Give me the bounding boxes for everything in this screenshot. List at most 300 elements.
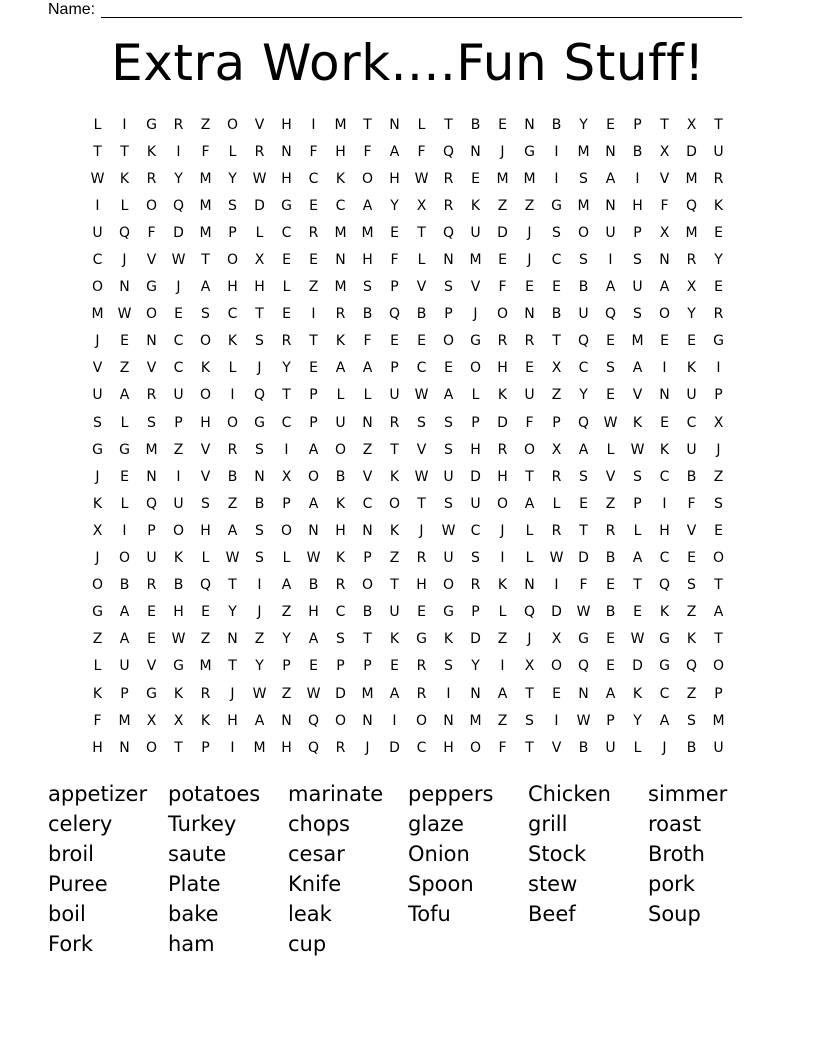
grid-row [84, 626, 732, 653]
grid-letter: K [443, 631, 454, 648]
grid-letter: I [176, 468, 181, 485]
word-bank-item: Stock [528, 842, 587, 866]
grid-letter: N [119, 739, 130, 756]
grid-letter: E [498, 116, 507, 133]
grid-letter: E [714, 522, 723, 539]
grid-letter: T [525, 739, 534, 756]
grid-letter: H [92, 739, 103, 756]
grid-letter: U [92, 224, 103, 241]
grid-letter: X [254, 252, 265, 269]
grid-letter: I [554, 712, 559, 729]
grid-letter: E [390, 333, 399, 350]
grid-letter: A [632, 360, 643, 377]
grid-letter: B [362, 306, 373, 323]
grid-letter: Y [687, 306, 696, 323]
grid-letter: A [389, 685, 400, 702]
grid-letter: R [551, 522, 562, 539]
grid-letter: X [551, 631, 562, 648]
grid-letter: P [390, 279, 399, 296]
grid-letter: X [659, 143, 670, 160]
word-bank-item: Tofu [408, 902, 451, 926]
grid-letter: N [470, 685, 481, 702]
grid-letter: U [470, 224, 481, 241]
grid-letter: X [686, 116, 697, 133]
grid-letter: V [254, 116, 265, 133]
grid-row [84, 246, 732, 273]
grid-letter: W [252, 170, 267, 187]
grid-letter: Z [173, 441, 184, 458]
grid-letter: O [496, 495, 509, 512]
grid-letter: K [686, 360, 697, 377]
grid-letter: E [390, 658, 399, 675]
grid-letter: S [633, 468, 642, 485]
grid-letter: N [281, 143, 292, 160]
grid-letter: C [173, 333, 184, 350]
grid-letter: P [201, 739, 210, 756]
grid-letter: E [633, 604, 642, 621]
grid-letter: T [390, 441, 399, 458]
grid-letter: L [120, 414, 129, 431]
grid-letter: R [443, 197, 454, 214]
grid-letter: L [93, 658, 102, 675]
grid-letter: N [146, 468, 157, 485]
grid-letter: O [388, 495, 401, 512]
grid-letter: I [311, 306, 316, 323]
grid-letter: O [550, 658, 563, 675]
grid-letter: X [524, 658, 535, 675]
grid-letter: G [146, 116, 157, 133]
grid-letter: T [417, 495, 426, 512]
grid-letter: E [606, 333, 615, 350]
grid-letter: O [523, 441, 536, 458]
grid-letter: T [660, 116, 669, 133]
grid-letter: X [551, 360, 562, 377]
grid-letter: I [608, 252, 613, 269]
grid-letter: U [470, 495, 481, 512]
grid-letter: A [119, 631, 130, 648]
grid-letter: B [551, 116, 562, 133]
grid-letter: K [497, 577, 508, 594]
grid-letter: G [119, 441, 130, 458]
grid-letter: E [714, 224, 723, 241]
grid-letter: Y [174, 170, 183, 187]
grid-letter: O [712, 550, 725, 567]
grid-letter: P [174, 414, 183, 431]
grid-letter: T [228, 658, 237, 675]
word-bank-item: pork [648, 872, 695, 896]
grid-letter: R [389, 414, 400, 431]
grid-letter: D [497, 224, 508, 241]
grid-letter: Q [604, 306, 617, 323]
grid-letter: K [146, 143, 157, 160]
grid-letter: F [525, 414, 534, 431]
grid-letter: U [389, 604, 400, 621]
grid-letter: D [578, 550, 589, 567]
grid-letter: R [686, 252, 697, 269]
grid-letter: I [554, 577, 559, 594]
grid-letter: Y [228, 170, 237, 187]
grid-letter: E [120, 333, 129, 350]
grid-letter: T [120, 143, 129, 160]
grid-row [84, 707, 732, 734]
grid-letter: Z [308, 279, 319, 296]
grid-letter: D [254, 197, 265, 214]
word-bank-item: Broth [648, 842, 705, 866]
grid-letter: V [416, 441, 427, 458]
grid-letter: P [147, 522, 156, 539]
grid-letter: S [255, 550, 264, 567]
grid-letter: D [470, 631, 481, 648]
grid-letter: N [524, 116, 535, 133]
grid-letter: M [334, 224, 347, 241]
word-bank-item: boil [48, 902, 86, 926]
grid-letter: H [308, 604, 319, 621]
grid-letter: F [363, 333, 372, 350]
grid-letter: A [362, 360, 373, 377]
grid-letter: J [95, 550, 100, 567]
grid-letter: P [471, 414, 480, 431]
grid-letter: D [632, 658, 643, 675]
grid-letter: W [306, 685, 321, 702]
word-bank-item: grill [528, 812, 568, 836]
grid-letter: U [605, 739, 616, 756]
grid-letter: Y [471, 658, 480, 675]
grid-letter: K [659, 604, 670, 621]
grid-letter: H [254, 279, 265, 296]
grid-letter: E [606, 577, 615, 594]
grid-letter: O [361, 170, 374, 187]
word-bank-item: Puree [48, 872, 108, 896]
grid-letter: N [605, 197, 616, 214]
grid-letter: M [334, 279, 347, 296]
grid-letter: Z [92, 631, 103, 648]
grid-letter: H [443, 739, 454, 756]
grid-letter: D [173, 224, 184, 241]
grid-letter: J [95, 333, 100, 350]
grid-letter: Q [388, 306, 401, 323]
grid-letter: I [662, 495, 667, 512]
grid-letter: R [227, 441, 238, 458]
grid-letter: S [201, 306, 210, 323]
grid-letter: K [497, 387, 508, 404]
grid-letter: I [257, 577, 262, 594]
grid-letter: S [444, 279, 453, 296]
grid-letter: H [497, 360, 508, 377]
grid-letter: V [146, 360, 157, 377]
grid-letter: G [659, 658, 670, 675]
grid-letter: S [228, 197, 237, 214]
word-bank-item: Soup [648, 902, 701, 926]
grid-letter: H [227, 279, 238, 296]
grid-letter: E [660, 414, 669, 431]
grid-letter: E [660, 333, 669, 350]
grid-letter: W [576, 604, 591, 621]
grid-letter: K [173, 550, 184, 567]
grid-letter: U [713, 739, 724, 756]
grid-letter: X [686, 279, 697, 296]
grid-letter: U [632, 279, 643, 296]
grid-letter: U [686, 387, 697, 404]
grid-letter: G [551, 197, 562, 214]
grid-letter: S [336, 631, 345, 648]
grid-letter: S [525, 712, 534, 729]
grid-letter: A [659, 279, 670, 296]
grid-letter: A [308, 495, 319, 512]
grid-letter: E [606, 631, 615, 648]
grid-letter: Z [281, 604, 292, 621]
grid-letter: K [470, 197, 481, 214]
grid-letter: Q [172, 197, 185, 214]
grid-letter: Y [228, 604, 237, 621]
grid-letter: E [390, 224, 399, 241]
grid-letter: K [119, 170, 130, 187]
grid-letter: E [201, 604, 210, 621]
name-underline [101, 2, 742, 18]
grid-letter: H [362, 252, 373, 269]
grid-letter: A [632, 550, 643, 567]
grid-letter: I [392, 712, 397, 729]
grid-letter: S [255, 441, 264, 458]
word-bank-item: Spoon [408, 872, 474, 896]
grid-letter: A [119, 387, 130, 404]
grid-letter: T [309, 333, 318, 350]
grid-letter: K [389, 631, 400, 648]
grid-letter: S [444, 495, 453, 512]
grid-letter: P [633, 116, 642, 133]
grid-letter: C [659, 468, 670, 485]
grid-letter: D [389, 739, 400, 756]
grid-letter: N [119, 279, 130, 296]
word-search-grid [84, 111, 732, 761]
grid-letter: R [470, 577, 481, 594]
grid-letter: C [470, 522, 481, 539]
grid-letter: C [578, 360, 589, 377]
grid-letter: G [92, 604, 103, 621]
grid-letter: I [662, 360, 667, 377]
grid-letter: G [659, 631, 670, 648]
grid-row [84, 301, 732, 328]
grid-letter: I [554, 170, 559, 187]
grid-letter: A [362, 197, 373, 214]
grid-letter: J [716, 441, 721, 458]
grid-letter: T [228, 577, 237, 594]
grid-letter: P [282, 658, 291, 675]
word-bank-item: Fork [48, 932, 93, 956]
grid-letter: H [659, 522, 670, 539]
grid-letter: M [199, 224, 212, 241]
grid-letter: B [551, 306, 562, 323]
grid-letter: S [255, 333, 264, 350]
word-bank-item: Chicken [528, 782, 611, 806]
grid-row [84, 517, 732, 544]
grid-letter: W [414, 387, 429, 404]
grid-letter: F [498, 739, 507, 756]
grid-letter: T [525, 685, 534, 702]
grid-letter: S [417, 414, 426, 431]
grid-letter: N [443, 252, 454, 269]
grid-letter: S [471, 550, 480, 567]
grid-letter: V [470, 279, 481, 296]
grid-letter: B [227, 468, 238, 485]
grid-letter: J [365, 739, 370, 756]
grid-letter: O [577, 224, 590, 241]
grid-letter: L [228, 360, 237, 377]
grid-letter: R [713, 306, 724, 323]
grid-letter: U [686, 441, 697, 458]
word-bank-item: glaze [408, 812, 464, 836]
grid-letter: E [282, 252, 291, 269]
grid-letter: W [225, 550, 240, 567]
grid-letter: Z [524, 197, 535, 214]
grid-letter: X [281, 468, 292, 485]
grid-letter: S [444, 658, 453, 675]
grid-row [84, 138, 732, 165]
grid-letter: M [685, 224, 698, 241]
grid-letter: T [579, 522, 588, 539]
grid-letter: M [712, 712, 725, 729]
grid-letter: Z [200, 116, 211, 133]
grid-letter: U [524, 387, 535, 404]
grid-letter: Y [390, 197, 399, 214]
grid-letter: C [227, 306, 238, 323]
grid-letter: O [118, 550, 131, 567]
word-bank-item: simmer [648, 782, 728, 806]
grid-letter: F [660, 197, 669, 214]
grid-letter: E [579, 495, 588, 512]
grid-row [84, 111, 732, 138]
grid-letter: C [335, 197, 346, 214]
grid-letter: Z [686, 604, 697, 621]
grid-letter: F [201, 143, 210, 160]
grid-letter: L [498, 604, 507, 621]
grid-letter: H [281, 739, 292, 756]
page-title: Extra Work....Fun Stuff! [111, 34, 705, 92]
word-bank-item: ham [168, 932, 215, 956]
grid-letter: H [632, 197, 643, 214]
grid-letter: U [92, 387, 103, 404]
grid-letter: G [146, 685, 157, 702]
grid-letter: L [201, 550, 210, 567]
grid-letter: T [633, 577, 642, 594]
grid-letter: Z [551, 387, 562, 404]
grid-letter: X [416, 197, 427, 214]
grid-letter: B [605, 604, 616, 621]
grid-letter: K [227, 333, 238, 350]
grid-letter: E [687, 333, 696, 350]
grid-letter: R [497, 441, 508, 458]
grid-letter: S [201, 495, 210, 512]
grid-letter: N [362, 712, 373, 729]
grid-letter: G [713, 333, 724, 350]
grid-letter: J [176, 279, 181, 296]
grid-letter: W [441, 522, 456, 539]
grid-letter: M [577, 143, 590, 160]
grid-letter: E [417, 604, 426, 621]
grid-letter: I [122, 116, 127, 133]
grid-letter: Z [281, 685, 292, 702]
grid-letter: D [686, 143, 697, 160]
grid-letter: F [579, 577, 588, 594]
word-bank-item: saute [168, 842, 227, 866]
grid-letter: M [199, 170, 212, 187]
grid-letter: X [173, 712, 184, 729]
grid-letter: B [416, 306, 427, 323]
grid-letter: L [525, 522, 534, 539]
word-bank-item: Turkey [168, 812, 237, 836]
grid-letter: T [282, 387, 291, 404]
grid-letter: N [524, 306, 535, 323]
grid-letter: R [335, 577, 346, 594]
grid-letter: V [686, 522, 697, 539]
grid-letter: V [551, 739, 562, 756]
grid-letter: R [416, 685, 427, 702]
grid-letter: O [415, 712, 428, 729]
grid-letter: A [497, 685, 508, 702]
grid-letter: R [254, 143, 265, 160]
grid-letter: J [500, 143, 505, 160]
grid-letter: T [390, 577, 399, 594]
grid-letter: R [200, 685, 211, 702]
grid-letter: Y [282, 631, 291, 648]
grid-letter: Z [686, 685, 697, 702]
grid-letter: N [227, 631, 238, 648]
grid-letter: L [120, 495, 129, 512]
grid-letter: R [146, 170, 157, 187]
grid-row [84, 219, 732, 246]
word-bank-item: bake [168, 902, 219, 926]
word-bank-item: cesar [288, 842, 345, 866]
grid-letter: J [95, 468, 100, 485]
grid-letter: B [119, 577, 130, 594]
grid-letter: R [524, 333, 535, 350]
grid-row [84, 355, 732, 382]
grid-letter: L [228, 143, 237, 160]
grid-letter: A [605, 685, 616, 702]
grid-letter: G [524, 143, 535, 160]
grid-letter: B [254, 495, 265, 512]
grid-letter: S [579, 468, 588, 485]
grid-letter: A [227, 522, 238, 539]
grid-letter: M [496, 170, 509, 187]
grid-letter: E [309, 360, 318, 377]
grid-letter: X [713, 414, 724, 431]
grid-letter: L [633, 522, 642, 539]
grid-letter: W [630, 441, 645, 458]
grid-letter: Q [307, 739, 320, 756]
grid-letter: Z [362, 441, 373, 458]
grid-letter: J [500, 522, 505, 539]
grid-letter: L [552, 495, 561, 512]
grid-letter: S [606, 360, 615, 377]
grid-letter: D [335, 685, 346, 702]
word-bank-item: stew [528, 872, 578, 896]
grid-letter: H [281, 170, 292, 187]
grid-letter: Q [577, 333, 590, 350]
grid-letter: U [119, 658, 130, 675]
grid-letter: Q [442, 143, 455, 160]
grid-letter: B [173, 577, 184, 594]
grid-letter: P [714, 685, 723, 702]
grid-letter: E [147, 604, 156, 621]
grid-letter: U [335, 414, 346, 431]
word-bank-item: potatoes [168, 782, 261, 806]
grid-letter: O [91, 577, 104, 594]
grid-letter: M [253, 739, 266, 756]
grid-letter: A [389, 143, 400, 160]
grid-letter: K [389, 522, 400, 539]
grid-letter: W [117, 306, 132, 323]
grid-letter: P [309, 387, 318, 404]
